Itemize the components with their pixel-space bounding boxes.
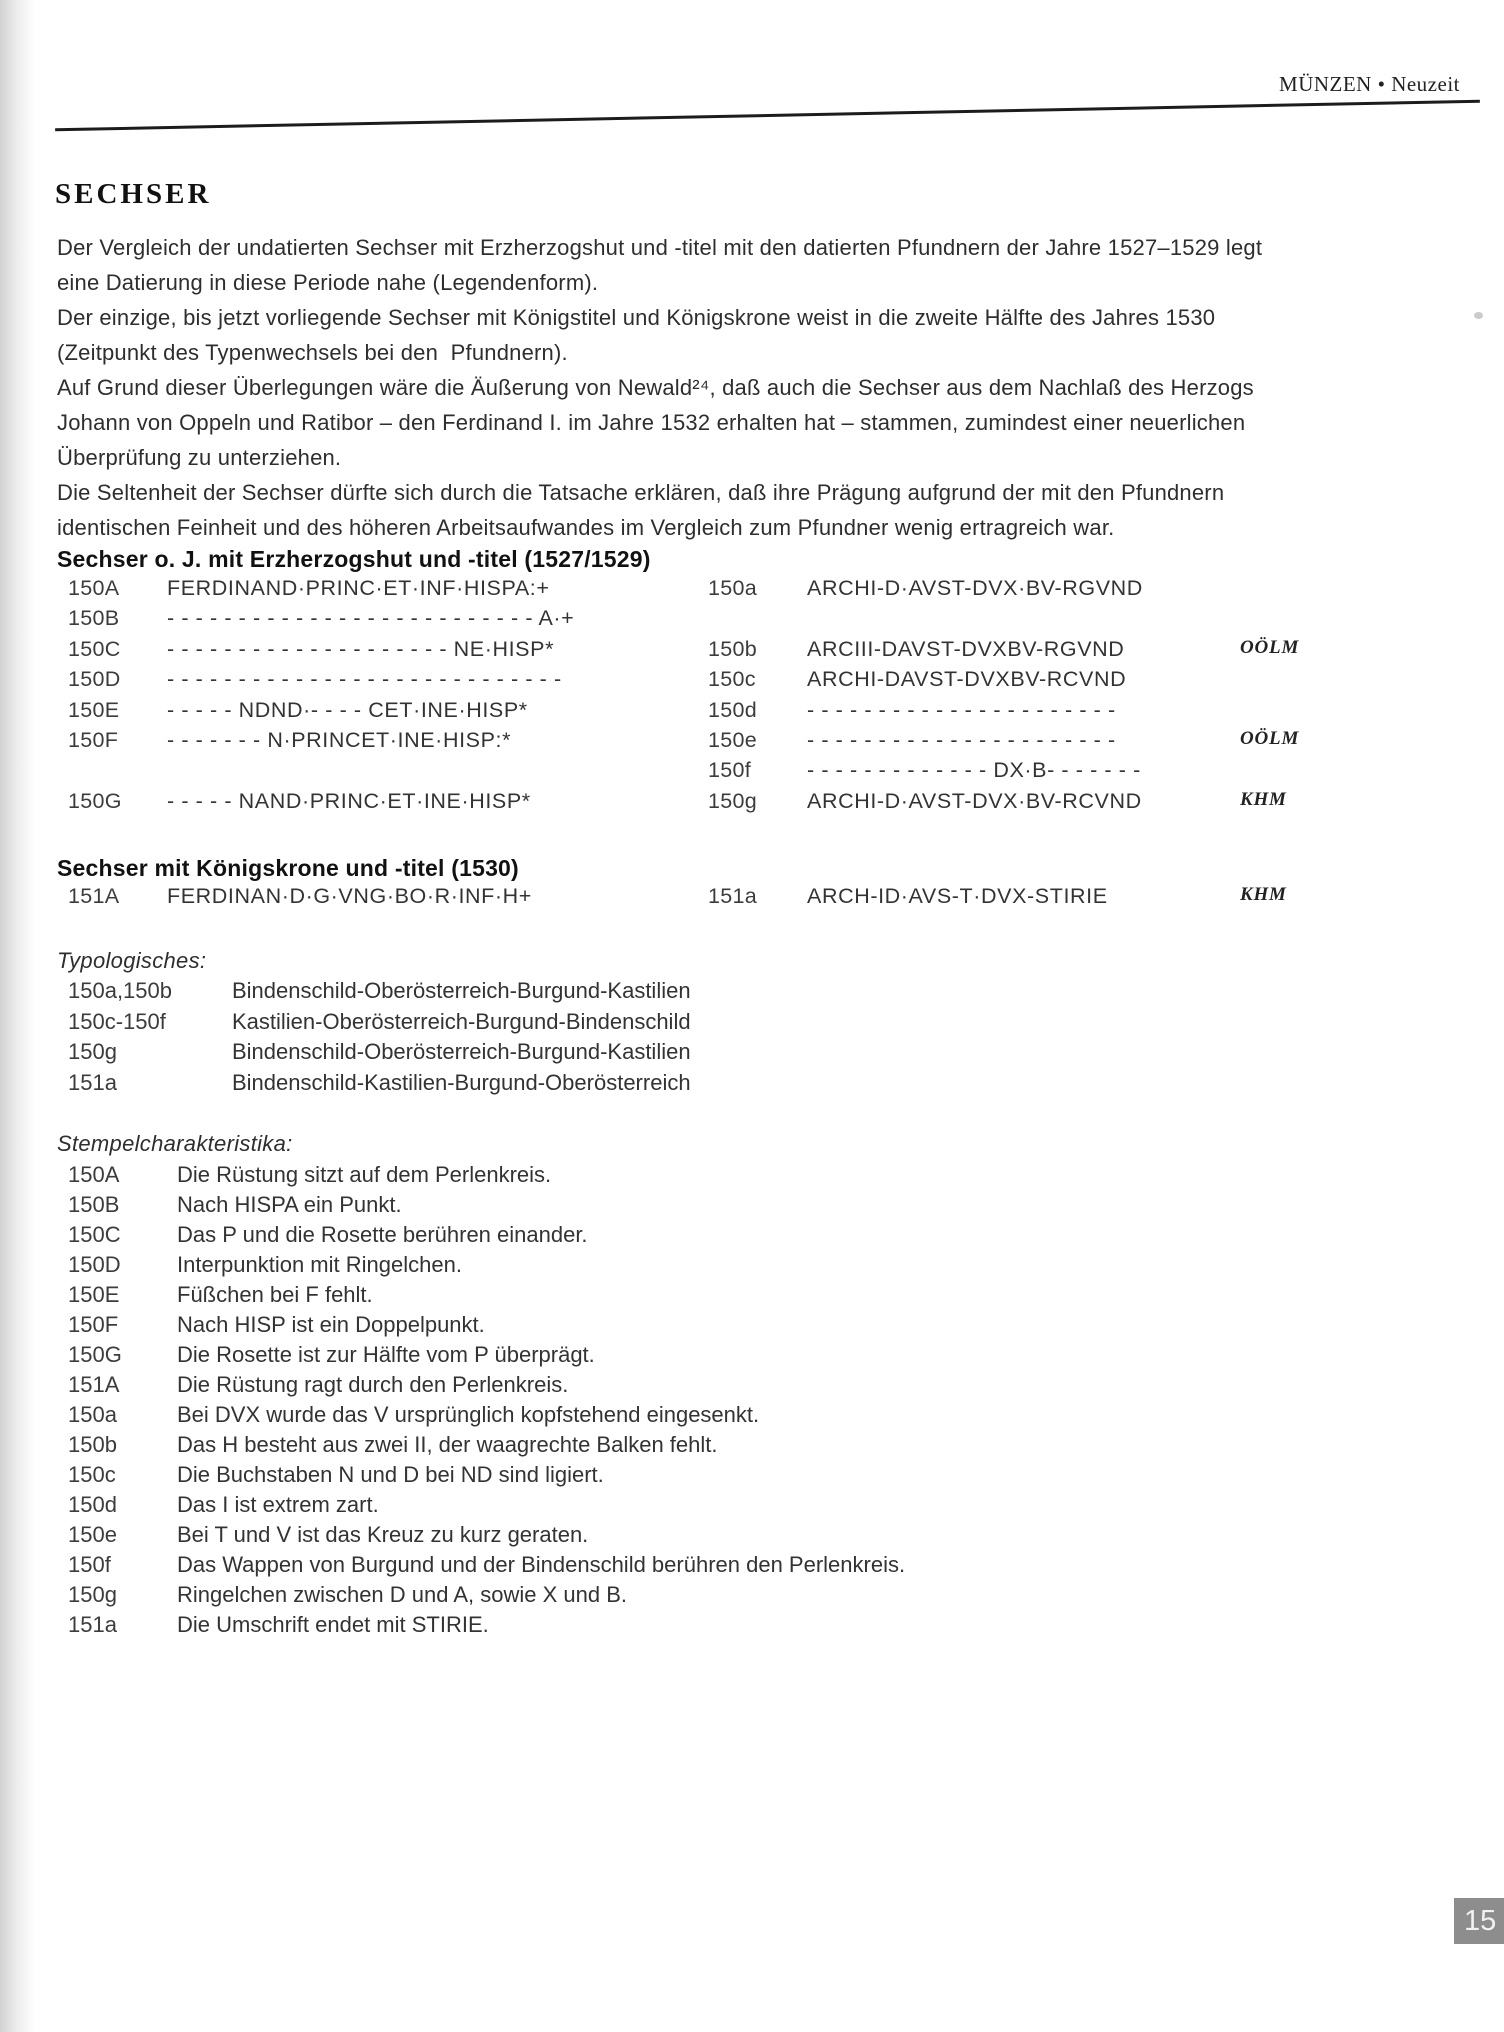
die-description: Interpunktion mit Ringelchen. bbox=[177, 1252, 462, 1277]
stempel-row bbox=[55, 1612, 1475, 1642]
catalog-number-right: 150g bbox=[708, 788, 758, 813]
die-ref: 150c bbox=[68, 1462, 116, 1487]
coin-legend-left: - - - - - - - - - - - - - - - - - - - - - - - - - - - - bbox=[167, 667, 562, 692]
die-description: Die Buchstaben N und D bei ND sind ligiert. bbox=[177, 1462, 604, 1487]
die-ref: 151A bbox=[68, 1372, 120, 1397]
catalog-number-left: 150E bbox=[68, 697, 120, 722]
catalog-number-right: 150a bbox=[708, 576, 758, 600]
museum-abbreviation: OÖLM bbox=[1240, 636, 1300, 658]
page-number-badge bbox=[1454, 1898, 1504, 1944]
catalog-number-left: 150D bbox=[68, 667, 121, 692]
catalog-row bbox=[55, 637, 1475, 667]
die-ref: 150E bbox=[68, 1282, 120, 1307]
catalog-number-left: 150A bbox=[68, 576, 120, 600]
type-ref: 150g bbox=[68, 1039, 117, 1064]
museum-abbreviation: KHM bbox=[1240, 788, 1287, 810]
page-number: 15 bbox=[1464, 1904, 1497, 1937]
catalog-number-left: 151A bbox=[68, 884, 120, 908]
catalog-row bbox=[55, 606, 1475, 636]
typologisches-row bbox=[55, 1009, 1475, 1040]
intro-line: Der einzige, bis jetzt vorliegende Sechser mit Königstitel und Königskrone weist in die zweite Hälfte des Jahres 1530 bbox=[57, 305, 1216, 330]
die-description: Das H besteht aus zwei II, der waagrechte Balken fehlt. bbox=[177, 1432, 718, 1457]
coin-legend-right: ARCH-ID·AVS-T·DVX-STIRIE bbox=[807, 884, 1108, 908]
coin-legend-left: - - - - - - - - - - - - - - - - - - - - NE·HISP* bbox=[167, 636, 555, 661]
type-ref: 150a,150b bbox=[68, 978, 172, 1003]
type-description: Bindenschild-Oberösterreich-Burgund-Kastilien bbox=[232, 1039, 691, 1064]
intro-line: Überprüfung zu unterziehen. bbox=[57, 445, 342, 470]
intro-line: identischen Feinheit und des höheren Arbeitsaufwandes im Vergleich zum Pfundner wenig ertragreich war. bbox=[57, 515, 1115, 540]
scan-artifact-dot bbox=[1474, 312, 1483, 319]
die-ref: 150D bbox=[68, 1252, 121, 1277]
intro-line: Auf Grund dieser Überlegungen wäre die Äußerung von Newald²⁴, daß auch die Sechser aus dem Nachlaß des Herzogs bbox=[57, 375, 1254, 400]
catalog-number-left: 150B bbox=[68, 606, 120, 631]
scan-edge-shadow bbox=[0, 0, 36, 2032]
catalog-table-150 bbox=[55, 576, 1475, 819]
intro-line: eine Datierung in diese Periode nahe (Legendenform). bbox=[57, 270, 599, 295]
stempel-row bbox=[55, 1552, 1475, 1582]
stempel-row bbox=[55, 1312, 1475, 1342]
die-ref: 150B bbox=[68, 1192, 120, 1217]
catalog-number-left: 150G bbox=[68, 788, 122, 813]
catalog-row bbox=[55, 576, 1475, 606]
running-header: MÜNZEN • Neuzeit bbox=[1279, 72, 1460, 96]
type-description: Bindenschild-Oberösterreich-Burgund-Kastilien bbox=[232, 978, 691, 1003]
die-ref: 150f bbox=[68, 1552, 111, 1577]
museum-abbreviation: KHM bbox=[1240, 884, 1287, 905]
catalog-row bbox=[55, 789, 1475, 819]
catalog-number-left: 150F bbox=[68, 727, 119, 752]
stempel-row bbox=[55, 1492, 1475, 1522]
stempel-row bbox=[55, 1522, 1475, 1552]
die-description: Das Wappen von Burgund und der Bindenschild berühren den Perlenkreis. bbox=[177, 1552, 906, 1577]
type-description: Bindenschild-Kastilien-Burgund-Oberösterreich bbox=[232, 1069, 691, 1095]
catalog-number-right: 150f bbox=[708, 758, 752, 783]
coin-legend-left: - - - - - NAND·PRINC·ET·INE·HISP* bbox=[167, 788, 531, 813]
coin-legend-right: ARCHI-D·AVST-DVX·BV-RGVND bbox=[807, 576, 1143, 600]
die-description: Die Rüstung ragt durch den Perlenkreis. bbox=[177, 1372, 569, 1397]
coin-legend-left: - - - - - - - N·PRINCET·INE·HISP:* bbox=[167, 727, 512, 752]
type-ref: 150c-150f bbox=[68, 1008, 166, 1034]
die-ref: 150e bbox=[68, 1522, 117, 1547]
catalog-table-151 bbox=[55, 884, 1475, 914]
die-ref: 150d bbox=[68, 1492, 117, 1517]
stempel-row bbox=[55, 1192, 1475, 1222]
stempel-row bbox=[55, 1252, 1475, 1282]
coin-legend-right: ARCHI-DAVST-DVXBV-RCVND bbox=[807, 667, 1127, 692]
catalog-row bbox=[55, 667, 1475, 697]
die-ref: 150G bbox=[68, 1342, 122, 1367]
stempelcharakteristika-heading: Stempelcharakteristika: bbox=[57, 1131, 293, 1156]
die-ref: 150C bbox=[68, 1222, 121, 1247]
coin-legend-right: ARCIII-DAVST-DVXBV-RGVND bbox=[807, 636, 1125, 661]
die-description: Bei DVX wurde das V ursprünglich kopfstehend eingesenkt. bbox=[177, 1402, 760, 1427]
typologisches-heading: Typologisches: bbox=[57, 948, 207, 973]
intro-line: Die Seltenheit der Sechser dürfte sich durch die Tatsache erklären, daß ihre Prägung aufgrund der mit den Pfundnern bbox=[57, 480, 1225, 505]
die-ref: 150a bbox=[68, 1402, 117, 1427]
type-ref: 151a bbox=[68, 1069, 117, 1095]
stempel-row bbox=[55, 1282, 1475, 1312]
catalog-row bbox=[55, 728, 1475, 758]
catalog-row bbox=[55, 884, 1475, 914]
die-ref: 150b bbox=[68, 1432, 117, 1457]
typologisches-table bbox=[55, 978, 1475, 1100]
catalog-row bbox=[55, 758, 1475, 788]
coin-legend-right: ARCHI-D·AVST-DVX·BV-RCVND bbox=[807, 788, 1142, 813]
intro-line: (Zeitpunkt des Typenwechsels bei den Pfundnern). bbox=[57, 340, 568, 365]
stempel-row bbox=[55, 1462, 1475, 1492]
die-description: Das P und die Rosette berühren einander. bbox=[177, 1222, 588, 1247]
coin-legend-left: FERDINAN·D·G·VNG·BO·R·INF·H+ bbox=[167, 884, 532, 908]
coin-legend-left: - - - - - - - - - - - - - - - - - - - - - - - - - - A·+ bbox=[167, 606, 575, 631]
stempel-row bbox=[55, 1432, 1475, 1462]
catalog-number-left: 150C bbox=[68, 636, 121, 661]
typologisches-row bbox=[55, 1070, 1475, 1101]
stempel-row bbox=[55, 1162, 1475, 1192]
typologisches-row bbox=[55, 978, 1475, 1009]
die-ref: 150F bbox=[68, 1312, 119, 1337]
coin-legend-right: - - - - - - - - - - - - - DX·B- - - - - - - bbox=[807, 758, 1141, 783]
header-rule bbox=[55, 100, 1480, 132]
die-description: Die Rüstung sitzt auf dem Perlenkreis. bbox=[177, 1162, 552, 1187]
stempel-row bbox=[55, 1342, 1475, 1372]
coin-legend-right: - - - - - - - - - - - - - - - - - - - - - - bbox=[807, 697, 1116, 722]
stempel-row bbox=[55, 1582, 1475, 1612]
die-description: Nach HISPA ein Punkt. bbox=[177, 1192, 402, 1217]
die-ref: 151a bbox=[68, 1612, 117, 1637]
catalog-number-right: 150c bbox=[708, 667, 756, 692]
stempel-row bbox=[55, 1402, 1475, 1432]
die-ref: 150A bbox=[68, 1162, 120, 1187]
intro-line: Der Vergleich der undatierten Sechser mit Erzherzogshut und -titel mit den datierten Pfundnern der Jahre 1527–1529 legt bbox=[57, 235, 1263, 260]
typologisches-row bbox=[55, 1039, 1475, 1070]
die-description: Füßchen bei F fehlt. bbox=[177, 1282, 373, 1307]
stempelcharakteristika-table bbox=[55, 1162, 1475, 1642]
die-description: Bei T und V ist das Kreuz zu kurz geraten. bbox=[177, 1522, 589, 1547]
coin-legend-right: - - - - - - - - - - - - - - - - - - - - - - bbox=[807, 727, 1116, 752]
coin-legend-left: FERDINAND·PRINC·ET·INF·HISPA:+ bbox=[167, 576, 550, 600]
type-description: Kastilien-Oberösterreich-Burgund-Bindenschild bbox=[232, 1008, 691, 1034]
die-description: Die Umschrift endet mit STIRIE. bbox=[177, 1612, 489, 1637]
section-heading-151: Sechser mit Königskrone und -titel (1530) bbox=[57, 855, 519, 881]
catalog-number-right: 150d bbox=[708, 697, 758, 722]
page-title: SECHSER bbox=[55, 178, 212, 210]
die-description: Die Rosette ist zur Hälfte vom P überprägt. bbox=[177, 1342, 595, 1367]
die-description: Ringelchen zwischen D und A, sowie X und B. bbox=[177, 1582, 628, 1607]
catalog-number-right: 151a bbox=[708, 884, 758, 908]
intro-line: Johann von Oppeln und Ratibor – den Ferdinand I. im Jahre 1532 erhalten hat – stammen, zumindest einer neuerlichen bbox=[57, 410, 1246, 435]
museum-abbreviation: OÖLM bbox=[1240, 727, 1300, 749]
catalog-number-right: 150e bbox=[708, 727, 758, 752]
die-description: Nach HISP ist ein Doppelpunkt. bbox=[177, 1312, 485, 1337]
die-ref: 150g bbox=[68, 1582, 117, 1607]
coin-legend-left: - - - - - NDND·- - - - CET·INE·HISP* bbox=[167, 697, 528, 722]
section-heading-150: Sechser o. J. mit Erzherzogshut und -titel (1527/1529) bbox=[57, 546, 651, 572]
stempel-row bbox=[55, 1222, 1475, 1252]
die-description: Das I ist extrem zart. bbox=[177, 1492, 379, 1517]
stempel-row bbox=[55, 1372, 1475, 1402]
catalog-row bbox=[55, 698, 1475, 728]
intro-paragraphs bbox=[57, 230, 1467, 545]
catalog-number-right: 150b bbox=[708, 636, 758, 661]
